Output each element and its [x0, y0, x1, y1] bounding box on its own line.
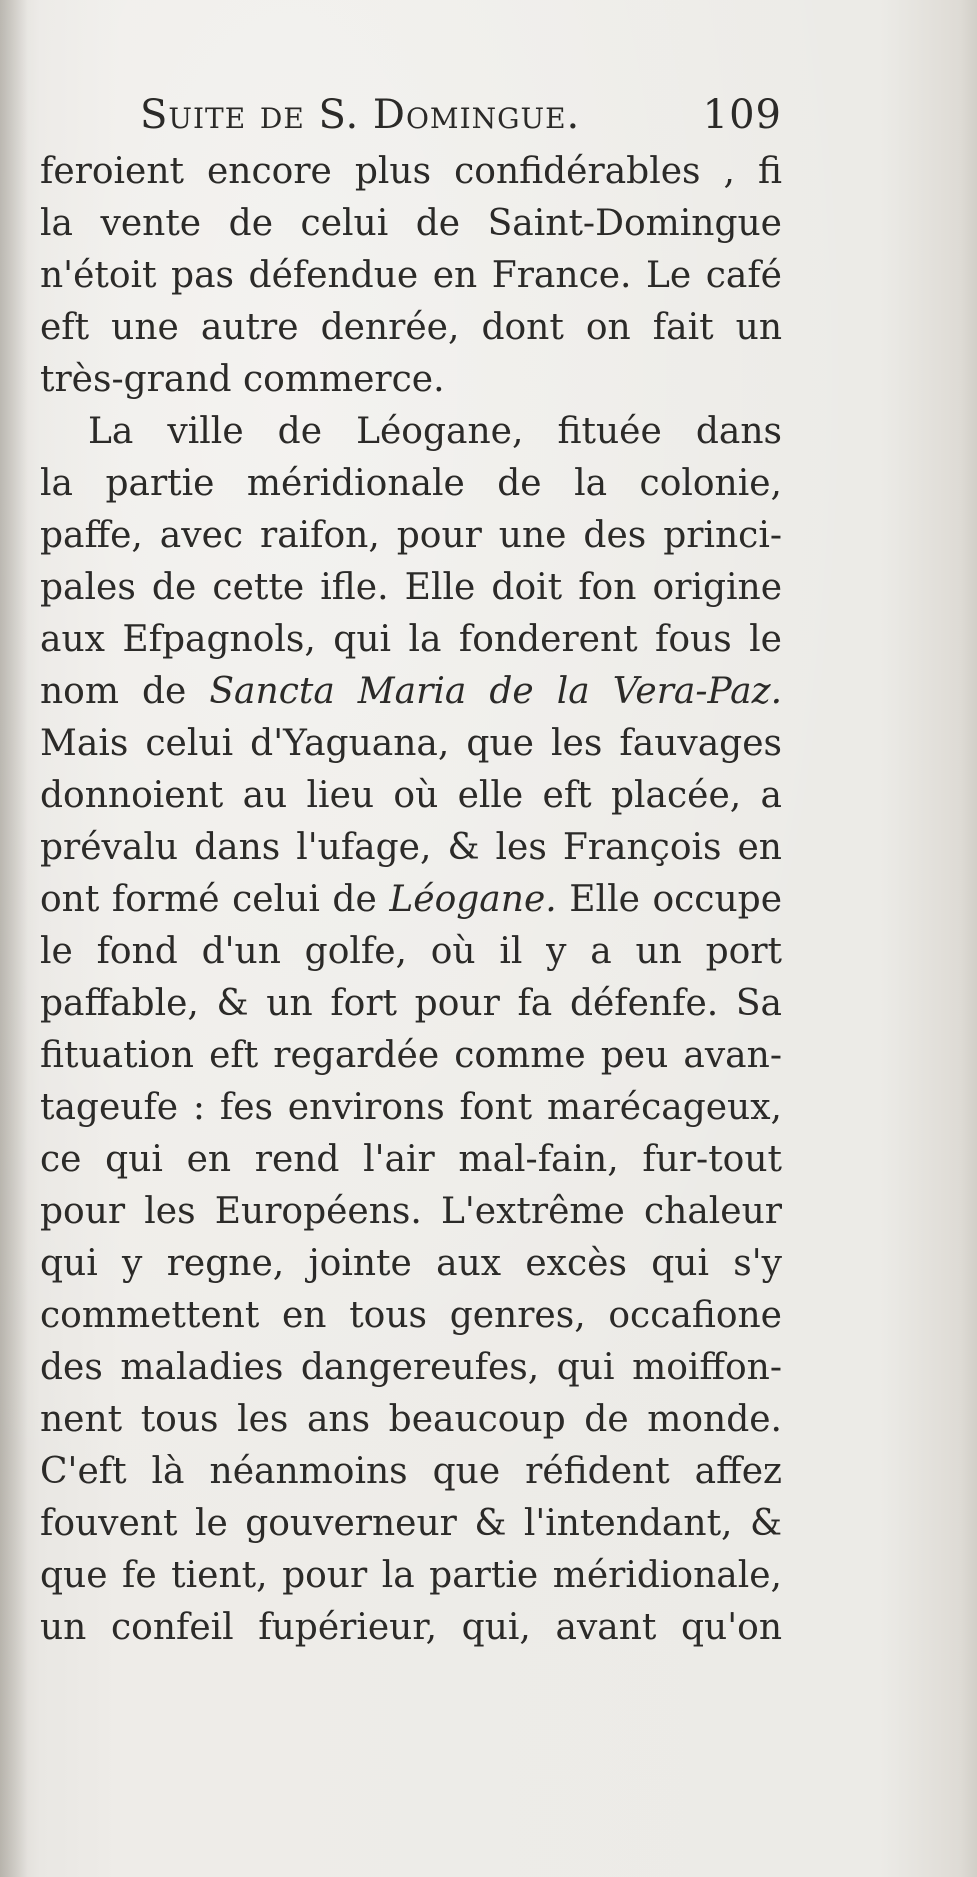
- text-line: [40, 874, 782, 926]
- text-line: le fond d'un golfe, où il y a un port: [40, 931, 782, 972]
- text-line: feroient encore plus confidérables , fi: [40, 151, 782, 192]
- text-line: nent tous les ans beaucoup de monde.: [40, 1399, 782, 1440]
- text-line: tageufe : fes environs font marécageux,: [40, 1087, 782, 1128]
- text-line: pour les Européens. L'extrême chaleur: [40, 1191, 782, 1232]
- text-line: ce qui en rend l'air mal-fain, fur-tout: [40, 1139, 782, 1180]
- text-line: fituation eft regardée comme peu avan-: [40, 1035, 782, 1076]
- running-head-title: Suite de S. Domingue.: [140, 92, 581, 138]
- text-line: un confeil fupérieur, qui, avant qu'on: [40, 1607, 782, 1648]
- text-line: que fe tient, pour la partie méridionale,: [40, 1555, 782, 1596]
- text-line: des maladies dangereufes, qui moiffon-: [40, 1347, 782, 1388]
- page-number: 109: [702, 92, 782, 138]
- text-segment: nom de: [40, 671, 210, 712]
- text-line: qui y regne, jointe aux excès qui s'y: [40, 1243, 782, 1284]
- text-line: prévalu dans l'ufage, & les François en: [40, 827, 782, 868]
- text-line: fouvent le gouverneur & l'intendant, &: [40, 1503, 782, 1544]
- paragraph-first-line: La ville de Léogane, fituée dans: [88, 411, 782, 452]
- text-block: [40, 92, 782, 1654]
- text-line: aux Efpagnols, qui la fonderent fous le: [40, 619, 782, 660]
- text-line: la vente de celui de Saint-Domingue: [40, 203, 782, 244]
- text-segment: Elle occupe: [556, 879, 783, 920]
- spine-shadow: [0, 0, 28, 1877]
- text-line: n'étoit pas défendue en France. Le café: [40, 255, 782, 296]
- text-line: donnoient au lieu où elle eft placée, a: [40, 775, 782, 816]
- text-line: paffable, & un fort pour fa défenfe. Sa: [40, 983, 782, 1024]
- text-line: la partie méridionale de la colonie,: [40, 463, 782, 504]
- italic-place-name: Sancta Maria de la Vera-Paz.: [209, 671, 783, 712]
- running-head: [40, 92, 782, 146]
- text-line: C'eft là néanmoins que réfident affez: [40, 1451, 782, 1492]
- italic-place-name: Léogane.: [389, 879, 557, 920]
- text-line: commettent en tous genres, occafione: [40, 1295, 782, 1336]
- text-line: pales de cette ifle. Elle doit fon origine: [40, 567, 782, 608]
- text-line: Mais celui d'Yaguana, que les fauvages: [40, 723, 782, 764]
- text-segment: ont formé celui de: [40, 879, 390, 920]
- text-line: eft une autre denrée, dont on fait un: [40, 307, 782, 348]
- text-line: [40, 666, 782, 718]
- text-line: très-grand commerce.: [40, 359, 445, 400]
- text-line: paffe, avec raifon, pour une des princi-: [40, 515, 782, 556]
